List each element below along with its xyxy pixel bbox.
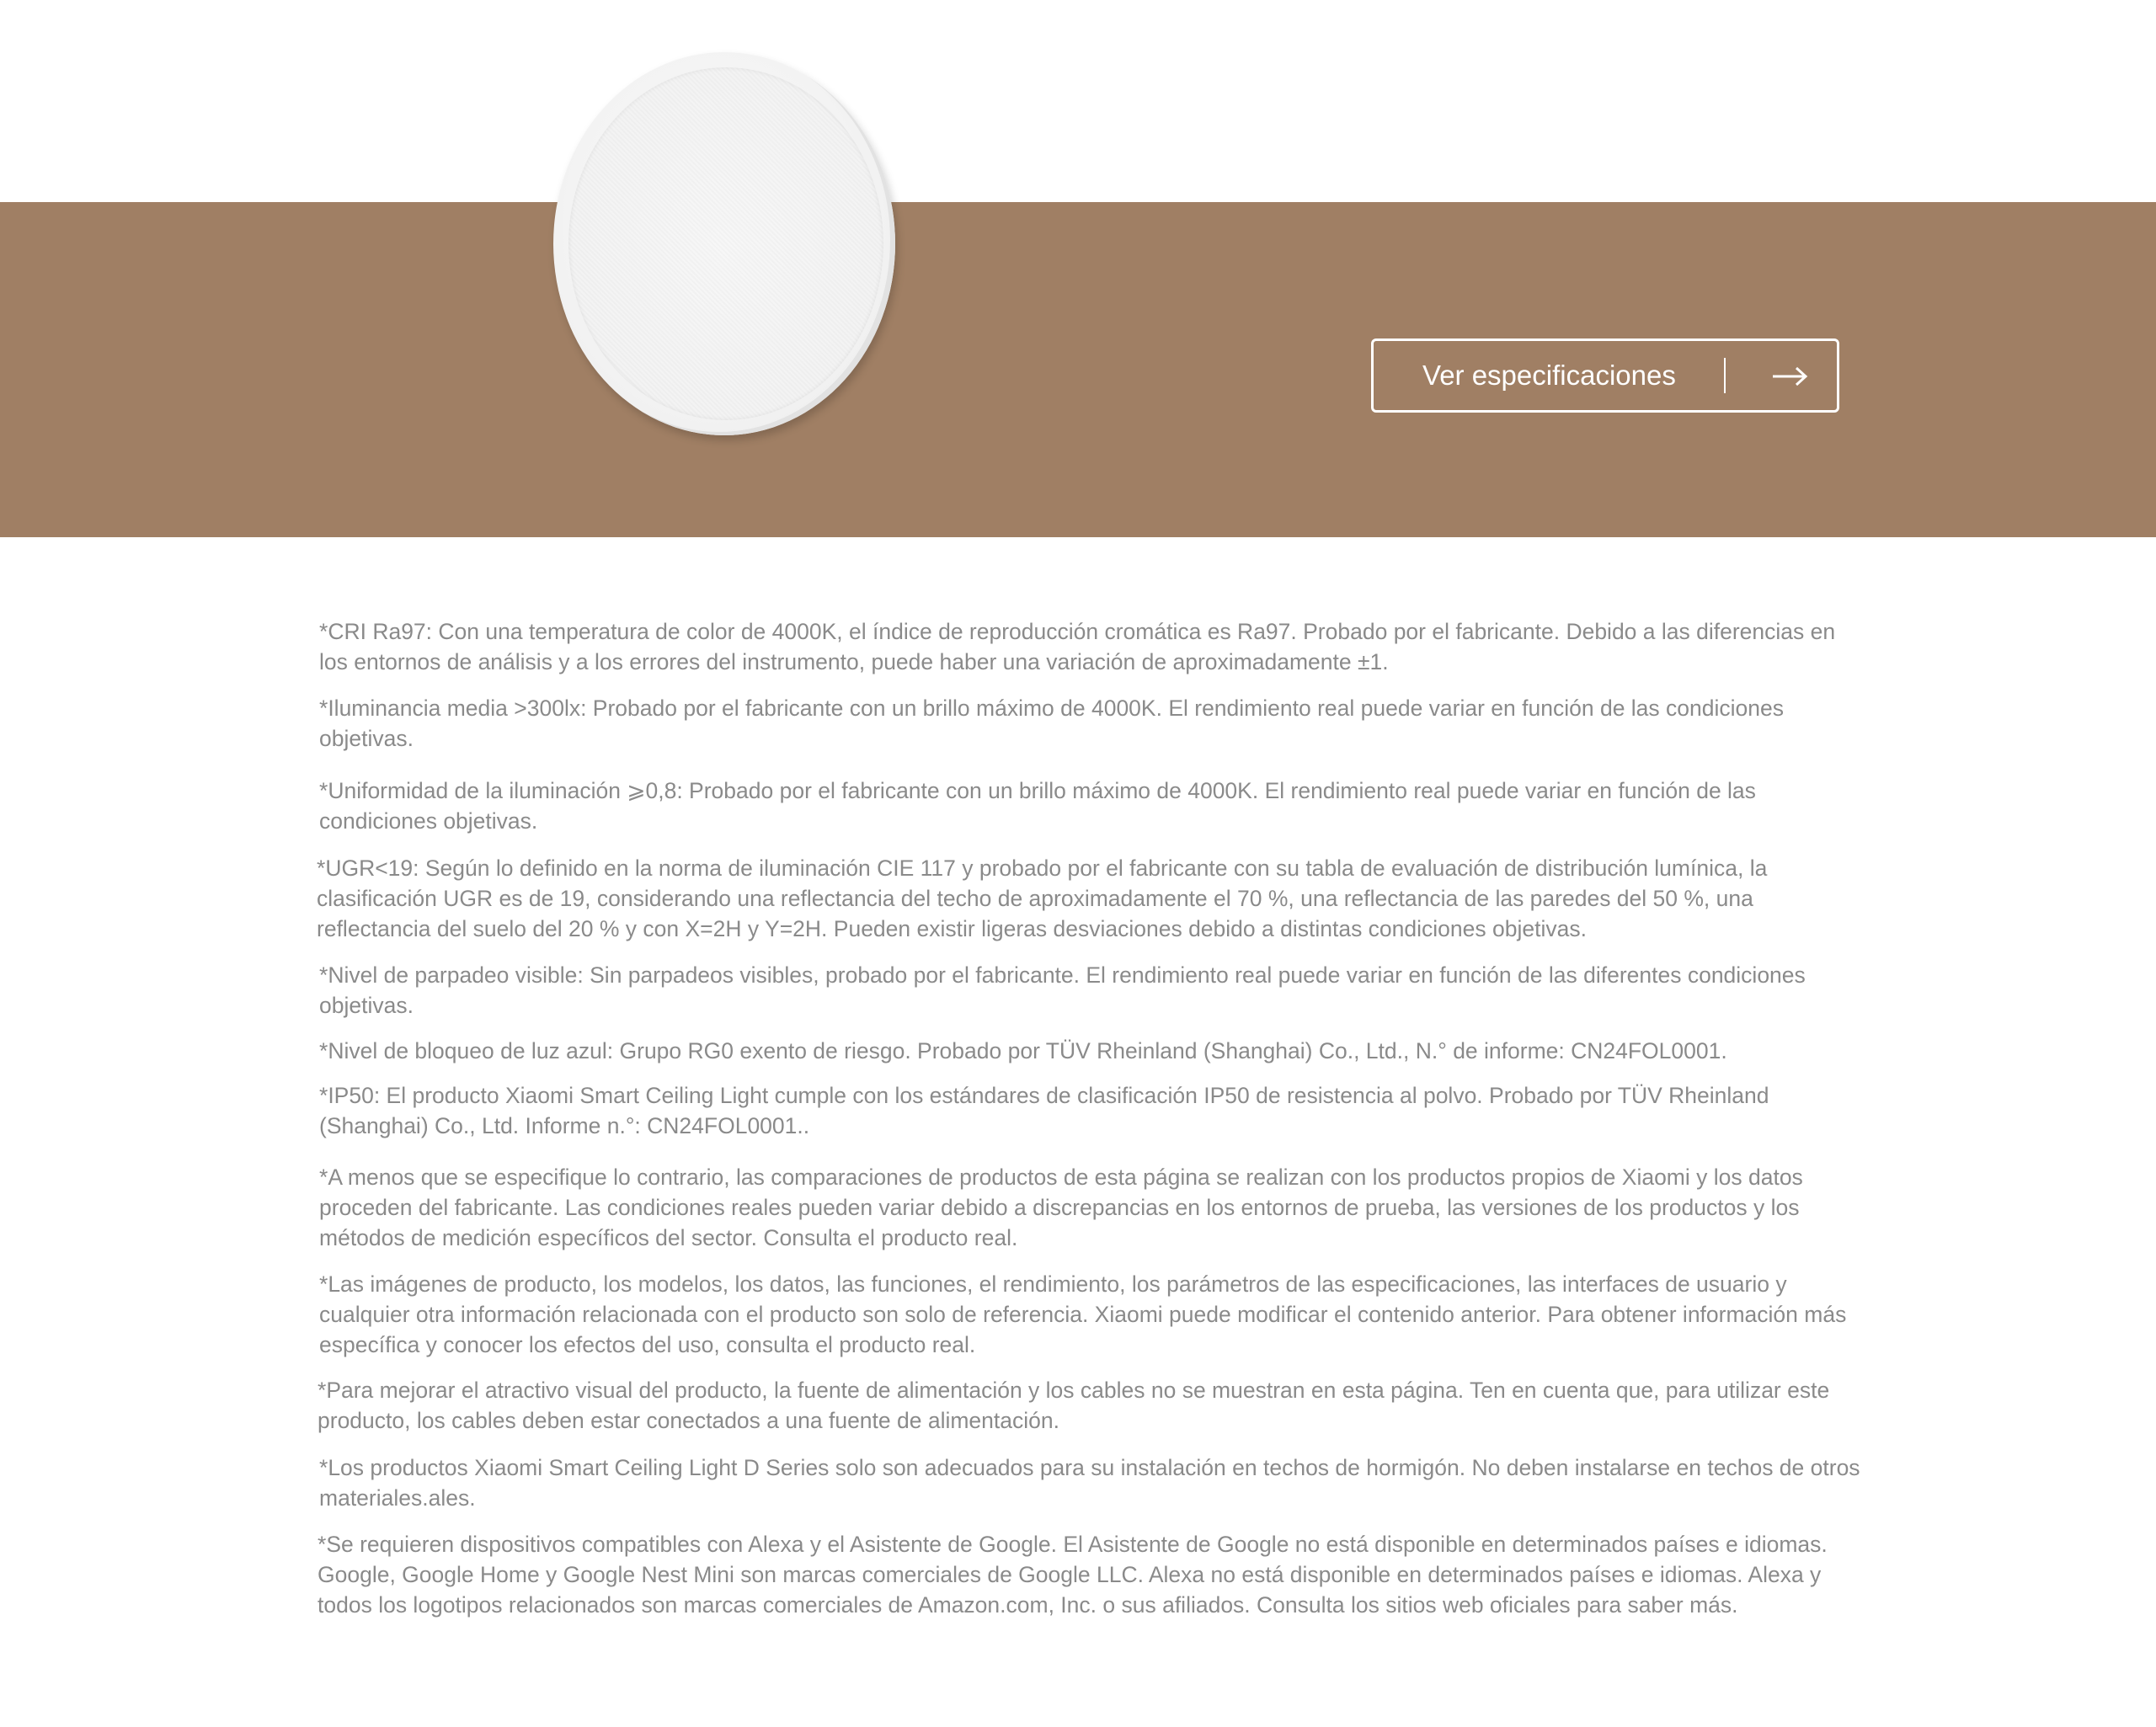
disclaimer-comparisons: *A menos que se especifique lo contrario, las comparaciones de productos de esta página se realizan con los productos propios de Xiaomi y los datos proceden del fabricante. Las condiciones reales pueden variar debido a discrepancias en los entornos de prueba, las versiones de los productos y los métodos de medición específicos del sector. Consulta el producto real. [319,1165,1803,1250]
disclaimer-flicker: *Nivel de parpadeo visible: Sin parpadeos visibles, probado por el fabricante. El rendimiento real puede variar en función de las diferentes condiciones objetivas. [319,962,1806,1018]
button-divider [1724,358,1726,393]
arrow-right-icon [1771,360,1808,393]
disclaimer-ip50: *IP50: El producto Xiaomi Smart Ceiling Light cumple con los estándares de clasificación IP50 de resistencia al polvo. Probado por TÜV Rheinland (Shanghai) Co., Ltd. Informe n.°: CN24FOL0001.. [319,1083,1769,1138]
disclaimer-blue-light: *Nivel de bloqueo de luz azul: Grupo RG0 exento de riesgo. Probado por TÜV Rheinland (Shanghai) Co., Ltd., N.° de informe: CN24FOL0001. [319,1038,1727,1063]
disclaimer-images: *Las imágenes de producto, los modelos, los datos, las funciones, el rendimiento, los parámetros de las especificaciones, las interfaces de usuario y cualquier otra información relacionada con el producto son solo de referencia. Xiaomi puede modificar el contenido anterior. Para obtener información más específica y conocer los efectos del uso, consulta el producto real. [319,1271,1847,1357]
disclaimer-illuminance: *Iluminancia media >300lx: Probado por el fabricante con un brillo máximo de 4000K. El rendimiento real puede variar en función de las condiciones objetivas. [319,696,1784,751]
disclaimer-installation: *Los productos Xiaomi Smart Ceiling Light D Series solo son adecuados para su instalación en techos de hormigón. No deben instalarse en techos de otros materiales.ales. [319,1455,1860,1511]
disclaimer-ugr: *UGR<19: Según lo definido en la norma de iluminación CIE 117 y probado por el fabricante con su tabla de evaluación de distribución lumínica, la clasificación UGR es de 19, considerando una reflectancia del techo de aproximadamente el 70 %, una reflectancia de las paredes del 50 %, una reflectancia del suelo del 20 % y con X=2H y Y=2H. Pueden existir ligeras desviaciones debido a distintas condiciones objetivas. [317,856,1768,941]
view-specs-button[interactable] [1371,338,1839,413]
view-specs-label: Ver especificaciones [1422,360,1676,391]
product-image-ceiling-light [553,52,895,435]
disclaimer-voice-assistants: *Se requieren dispositivos compatibles con Alexa y el Asistente de Google. El Asistente de Google no está disponible en determinados países e idiomas. Google, Google Home y Google Nest Mini son marcas comerciales de Google LLC. Alexa no está disponible en determinados países e idiomas. Alexa y todos los logotipos relacionados son marcas comerciales de Amazon.com, Inc. o sus afiliados. Consulta los sitios web oficiales para saber más. [318,1532,1828,1618]
disclaimer-cri: *CRI Ra97: Con una temperatura de color de 4000K, el índice de reproducción cromática es Ra97. Probado por el fabricante. Debido a las diferencias en los entornos de análisis y a los errores del instrumento, puede haber una variación de aproximadamente ±1. [319,619,1836,674]
disclaimer-uniformity: *Uniformidad de la iluminación ⩾0,8: Probado por el fabricante con un brillo máximo de 4000K. El rendimiento real puede variar en función de las condiciones objetivas. [319,778,1756,834]
disclaimer-power-supply: *Para mejorar el atractivo visual del producto, la fuente de alimentación y los cables no se muestran en esta página. Ten en cuenta que, para utilizar este producto, los cables deben estar conectados a una fuente de alimentación. [318,1378,1830,1433]
